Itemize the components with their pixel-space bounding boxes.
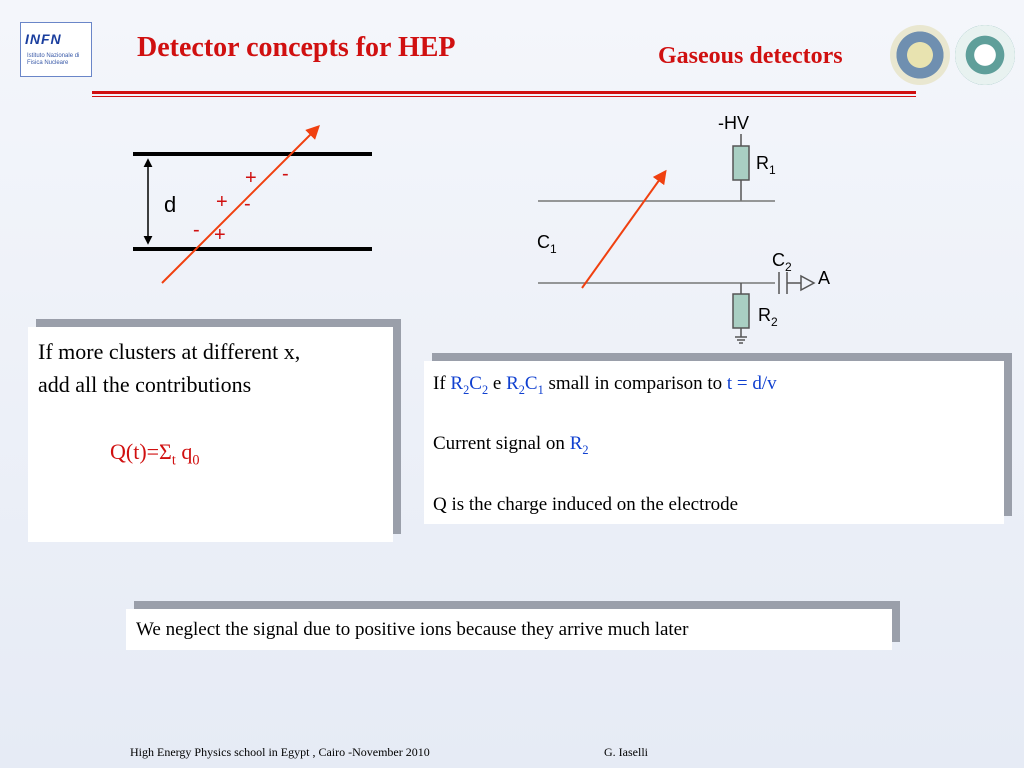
amplifier-label: A [818, 268, 831, 288]
induced-charge-line: Q is the charge induced on the electrode [433, 494, 739, 515]
slide-subtitle: Gaseous detectors [658, 43, 843, 69]
current-signal-line: Current signal on $R_2$ [433, 433, 589, 457]
particle-track [162, 127, 318, 283]
charge-label: - [282, 163, 289, 185]
c2-label: $C_2$ [772, 250, 792, 274]
infn-logo-text: INFN [25, 31, 62, 47]
charge-label: + [214, 224, 226, 246]
clusters-box [28, 327, 393, 542]
clusters-line-1: If more clusters at different x, [38, 339, 301, 364]
r2-resistor [733, 294, 749, 328]
footer-event: High Energy Physics school in Egypt , Cairo -November 2010 [130, 745, 430, 759]
clusters-line-2: add all the contributions [38, 372, 252, 397]
charge-label: - [244, 193, 251, 215]
footer-author: G. Iaselli [604, 745, 648, 759]
gap-label: d [164, 192, 177, 217]
infn-logo-subtext: Istituto Nazionale di Fisica Nucleare [27, 53, 80, 66]
time-constant-condition: If $R_2C_2$ e $R_2C_1$ small in comparison to t = d/v [433, 373, 777, 397]
conditions-box [424, 361, 1004, 524]
readout-circuit [538, 113, 814, 343]
charge-sum-formula: $Q(t)=\Sigma_t$ $q_0$ [110, 439, 200, 469]
charge-label: + [245, 167, 257, 189]
neglect-box [126, 609, 892, 650]
particle-track [582, 172, 665, 288]
neglect-text: We neglect the signal due to positive ions because they arrive much later [136, 619, 689, 640]
r1-label: $R_1$ [756, 153, 776, 177]
r1-resistor [733, 146, 749, 180]
charge-label: + [216, 191, 228, 213]
slide-title: Detector concepts for HEP [137, 32, 456, 63]
gap-diagram [133, 127, 372, 283]
ground-icon [735, 337, 747, 343]
charge-label: - [193, 219, 200, 241]
hv-label: -HV [718, 113, 749, 133]
c1-label: $C_1$ [537, 232, 557, 256]
r2-label: $R_2$ [758, 305, 778, 329]
amplifier-icon [801, 276, 814, 290]
